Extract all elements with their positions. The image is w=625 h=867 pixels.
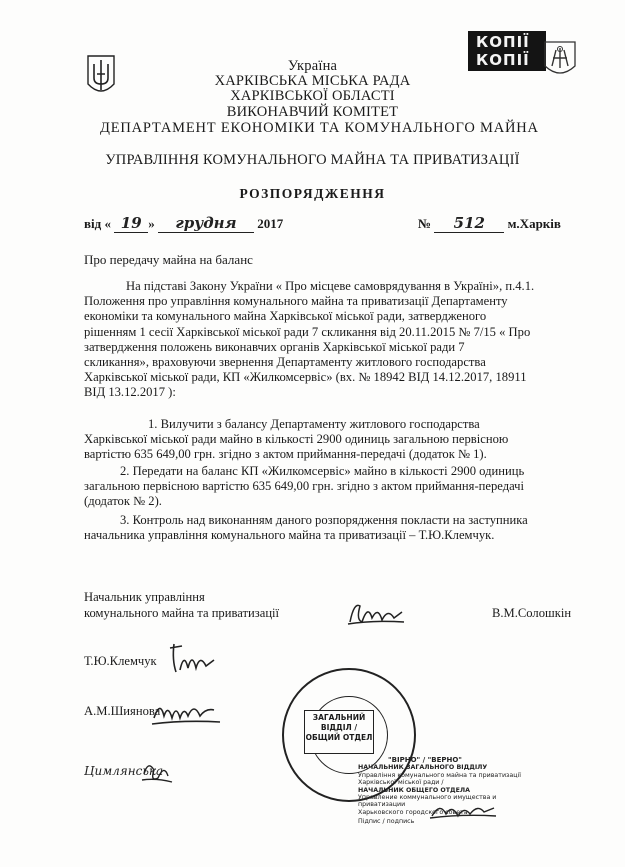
approval-name-3: Цимлянська [84, 764, 164, 778]
city-emblem-icon [543, 40, 577, 80]
text-line: 3. Контроль над виконанням даного розпорядження покласти на заступника [120, 513, 528, 527]
document-number: 512 [434, 214, 504, 233]
verno-line: НАЧАЛЬНИК ЗАГАЛЬНОГО ВІДДІЛУ [358, 764, 488, 772]
text-line: економіки та комунального майна Харківської міської ради, затвердженого [84, 309, 487, 324]
verno-line: Управление коммунального имущества и приватизации [358, 794, 497, 809]
approval-name-2: А.М.Шиянова [84, 704, 161, 718]
verno-line: Управління комунального майна та приватизації [358, 771, 522, 779]
signer-title-line-2: комунального майна та приватизації [84, 606, 280, 620]
date-month: грудня [158, 214, 254, 233]
stamp-line: ЗАГАЛЬНИЙ [312, 713, 366, 722]
approval-signature-3-icon [140, 756, 174, 788]
approval-name-1: Т.Ю.Клемчук [84, 654, 157, 668]
general-department-stamp [304, 710, 374, 754]
text-line: вартістю 635 649,00 грн. згідно з актом приймання-передачі (додаток № 1). [84, 447, 487, 462]
paragraph-1 [84, 279, 582, 401]
region-name: ХАРКІВСЬКОЇ ОБЛАСТІ [230, 88, 395, 104]
number-label: № [418, 216, 432, 231]
text-line: 1. Вилучити з балансу Департаменту житлового господарства [148, 417, 480, 431]
committee-name: ВИКОНАВЧИЙ КОМІТЕТ [226, 104, 399, 120]
text-line: На підставі Закону України « Про місцеве самоврядування в Україні», п.4.1. [126, 279, 535, 293]
copy-stamp [468, 31, 546, 71]
stamp-line: ОБЩИЙ ОТДЕЛ [305, 733, 373, 742]
city-name: м.Харків [507, 216, 561, 231]
text-line: начальника управління комунального майна та приватизації – Т.Ю.Клемчук. [84, 528, 495, 543]
verno-signature-icon [428, 798, 498, 824]
head-signature-icon [344, 596, 408, 632]
coat-of-arms-icon [86, 54, 116, 98]
date-day: 19 [114, 214, 148, 233]
signer-name: В.М.Солошкін [492, 606, 572, 620]
directorate-name: УПРАВЛІННЯ КОМУНАЛЬНОГО МАЙНА ТА ПРИВАТИЗАЦІЇ [105, 152, 520, 168]
date-close-quote: » [148, 216, 155, 231]
verno-line: НАЧАЛЬНИК ОБЩЕГО ОТДЕЛА [358, 786, 471, 794]
paragraph-3 [84, 464, 582, 510]
text-line: затвердження положень виконавчих органів Харківської міської ради 7 [84, 339, 465, 354]
text-line: 2. Передати на баланс КП «Жилкомсервіс» майно в кількості 2900 одиниць [120, 464, 525, 478]
verno-line: Харківської міської ради / [358, 779, 444, 787]
copy-stamp-line: КОПІЇ [476, 33, 530, 51]
date-year: 2017 [257, 216, 284, 231]
department-name: ДЕПАРТАМЕНТ ЕКОНОМІКИ ТА КОМУНАЛЬНОГО МАЙНА [100, 120, 539, 136]
text-line: ВІД 13.12.2017 ): [84, 385, 176, 400]
verno-sign-label: Підпис / подпись [358, 818, 415, 826]
verno-line: Харьковского городского совета [358, 808, 468, 816]
verno-title: "ВІРНО" / "ВЕРНО" [388, 756, 462, 764]
paragraph-2 [84, 417, 582, 463]
council-name: ХАРКІВСЬКА МІСЬКА РАДА [214, 73, 411, 89]
approval-signature-1-icon [166, 638, 218, 678]
text-line: Положення про управління комунального майна та приватизації Департаменту [84, 294, 508, 309]
text-line: загальною первісною вартістю 635 649,00 грн. згідно з актом приймання-передачі [84, 479, 525, 494]
document-subject: Про передачу майна на баланс [84, 252, 253, 267]
country-name: Україна [287, 58, 338, 74]
document-type: РОЗПОРЯДЖЕННЯ [239, 186, 386, 201]
text-line: Харківської міської ради, КП «Жилкомсервіс» (вх. № 18942 ВІД 14.12.2017, 18911 [84, 370, 527, 385]
paragraph-4 [84, 513, 582, 543]
text-line: рішенням 1 сесії Харківської міської ради 7 скликання від 20.11.2015 № 7/15 « Про [84, 324, 531, 339]
text-line: (додаток № 2). [84, 494, 162, 509]
text-line: скликання», враховуючи звернення Департаменту житлового господарства [84, 355, 486, 370]
approval-signature-2-icon [148, 694, 224, 734]
date-line [84, 214, 283, 233]
copy-stamp-line: КОПІЇ [476, 51, 530, 69]
number-line [418, 214, 561, 233]
text-line: Харківської міської ради майно в кількості 2900 одиниць загальною первісною [84, 432, 509, 447]
stamp-line: ВІДДІЛ / [320, 723, 358, 732]
signer-title-line-1: Начальник управління [84, 590, 205, 604]
date-prefix: від « [84, 216, 111, 231]
